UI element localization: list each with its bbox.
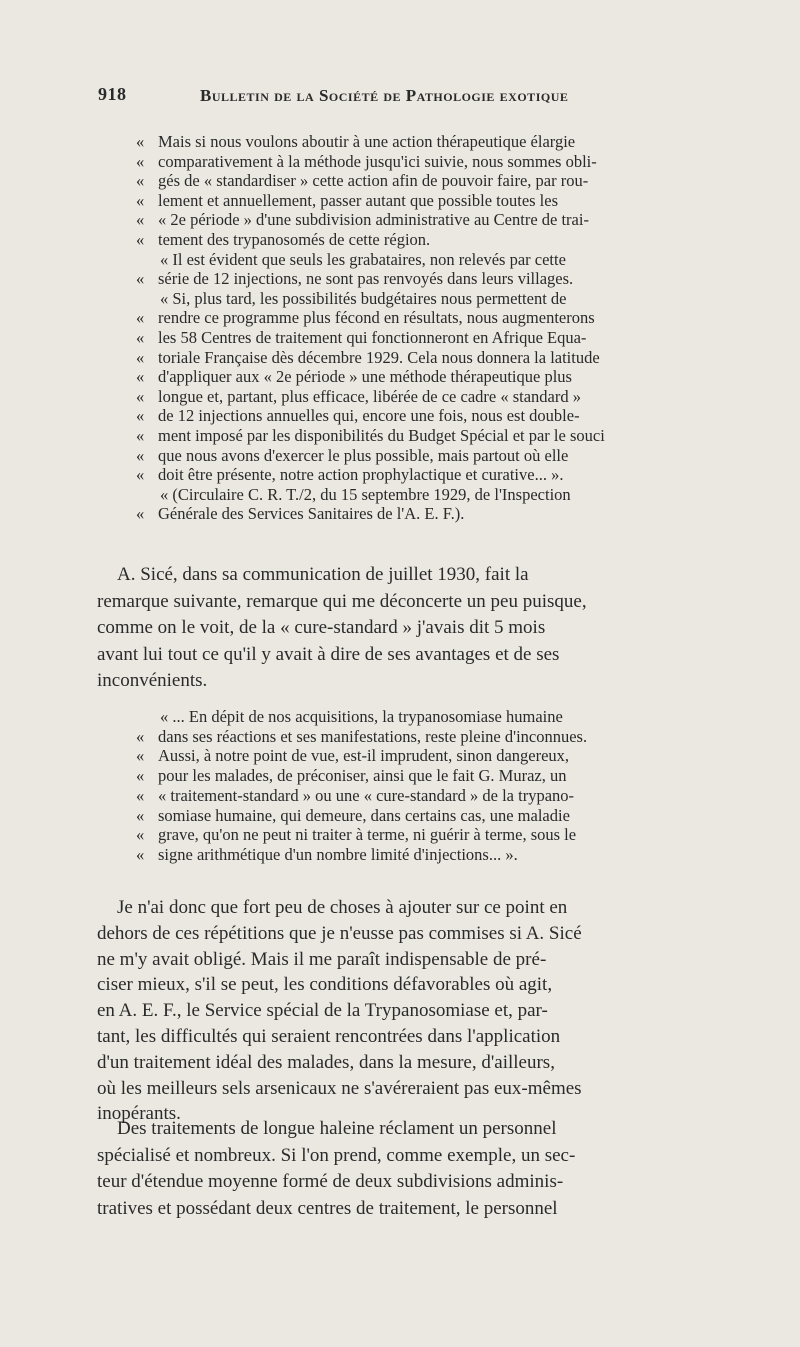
quote-line: somiase humaine, qui demeure, dans certains cas, une maladie bbox=[158, 805, 570, 825]
margin-guillemet: « bbox=[136, 844, 145, 864]
quote-line: que nous avons d'exercer le plus possible, mais partout où elle bbox=[158, 445, 569, 465]
margin-guillemet: « bbox=[136, 151, 145, 171]
margin-guillemet: « bbox=[136, 367, 145, 387]
quote-line: grave, qu'on ne peut ni traiter à terme, ni guérir à terme, sous le bbox=[158, 825, 577, 845]
quote-line: signe arithmétique d'un nombre limité d'injections... ». bbox=[158, 844, 518, 864]
text-line: d'un traitement idéal des malades, dans la mesure, d'ailleurs, bbox=[97, 1051, 555, 1073]
margin-guillemet: « bbox=[136, 445, 145, 465]
text-line: Je n'ai donc que fort peu de choses à ajouter sur ce point en bbox=[117, 897, 568, 918]
margin-guillemet: « bbox=[136, 726, 145, 746]
quote-line: « Si, plus tard, les possibilités budgétaires nous permettent de bbox=[160, 288, 567, 308]
quote-line: pour les malades, de préconiser, ainsi que le fait G. Muraz, un bbox=[158, 766, 567, 786]
margin-guillemet: « bbox=[136, 190, 145, 210]
text-line: tratives et possédant deux centres de traitement, le personnel bbox=[97, 1197, 558, 1219]
text-line: ciser mieux, s'il se peut, les conditions défavorables où agit, bbox=[97, 974, 553, 996]
margin-guillemet: « bbox=[136, 805, 145, 825]
text-line: avant lui tout ce qu'il y avait à dire de ses avantages et de ses bbox=[97, 643, 560, 665]
page-number: 918 bbox=[98, 84, 127, 104]
quote-line: toriale Française dès décembre 1929. Cela nous donnera la latitude bbox=[158, 347, 600, 367]
text-line: comme on le voit, de la « cure-standard » j'avais dit 5 mois bbox=[97, 617, 546, 638]
text-line: tant, les difficultés qui seraient rencontrées dans l'application bbox=[97, 1026, 561, 1047]
margin-guillemet: « bbox=[136, 269, 145, 289]
quote-line: Générale des Services Sanitaires de l'A. E. F.). bbox=[158, 504, 465, 524]
margin-guillemet: « bbox=[136, 171, 145, 191]
text-line: teur d'étendue moyenne formé de deux subdivisions adminis- bbox=[97, 1171, 564, 1192]
quote-line: lement et annuellement, passer autant que possible toutes les bbox=[158, 190, 559, 210]
text-line: ne m'y avait obligé. Mais il me paraît indispensable de pré- bbox=[97, 948, 547, 970]
text-line: dehors de ces répétitions que je n'eusse pas commises si A. Sicé bbox=[97, 922, 582, 944]
margin-guillemet: « bbox=[136, 328, 145, 347]
text-line: inconvénients. bbox=[97, 670, 208, 691]
margin-guillemet: « bbox=[136, 386, 145, 406]
margin-guillemet: « bbox=[136, 406, 145, 426]
text-line: spécialisé et nombreux. Si l'on prend, comme exemple, un sec- bbox=[97, 1144, 576, 1166]
quote-line: « Il est évident que seuls les grabataires, non relevés par cette bbox=[160, 249, 566, 269]
quote-line: gés de « standardiser » cette action afin de pouvoir faire, par rou- bbox=[158, 171, 589, 191]
margin-guillemet: « bbox=[136, 230, 145, 249]
quote-line: « traitement-standard » ou une « cure-standard » de la trypano- bbox=[158, 785, 575, 805]
page-header bbox=[98, 84, 738, 108]
margin-guillemet: « bbox=[136, 766, 145, 786]
running-title: Bulletin de la Société de Pathologie exotique bbox=[200, 86, 569, 105]
quote-line: comparativement à la méthode jusqu'ici suivie, nous sommes obli- bbox=[158, 151, 597, 171]
margin-guillemet: « bbox=[136, 426, 145, 445]
text-line: inopérants. bbox=[97, 1103, 181, 1125]
margin-guillemet: « bbox=[136, 785, 145, 805]
quote-line: doit être présente, notre action prophylactique et curative... ». bbox=[158, 465, 564, 485]
quote-line: « (Circulaire C. R. T./2, du 15 septembre 1929, de l'Inspection bbox=[160, 484, 571, 504]
quote-line: de 12 injections annuelles qui, encore une fois, nous est double- bbox=[158, 406, 580, 426]
quote-line: ment imposé par les disponibilités du Budget Spécial et par le souci bbox=[158, 426, 605, 445]
margin-guillemet: « bbox=[136, 308, 145, 328]
margin-guillemet: « bbox=[136, 504, 145, 524]
quote-line: Mais si nous voulons aboutir à une action thérapeutique élargie bbox=[158, 132, 576, 151]
quote-line: d'appliquer aux « 2e période » une méthode thérapeutique plus bbox=[158, 367, 572, 387]
quote-line: « ... En dépit de nos acquisitions, la trypanosomiase humaine bbox=[160, 707, 563, 726]
quote-line: longue et, partant, plus efficace, libérée de ce cadre « standard » bbox=[158, 386, 581, 406]
margin-guillemet: « bbox=[136, 132, 145, 151]
quote-line: « 2e période » d'une subdivision administrative au Centre de trai- bbox=[158, 210, 589, 230]
quote-line: dans ses réactions et ses manifestations, reste pleine d'inconnues. bbox=[158, 726, 588, 746]
text-line: A. Sicé, dans sa communication de juillet 1930, fait la bbox=[117, 564, 529, 585]
text-line: remarque suivante, remarque qui me déconcerte un peu puisque, bbox=[97, 590, 587, 612]
margin-guillemet: « bbox=[136, 210, 145, 230]
text-line: Des traitements de longue haleine réclament un personnel bbox=[117, 1118, 557, 1139]
quote-line: tement des trypanosomés de cette région. bbox=[158, 230, 431, 249]
quote-line: les 58 Centres de traitement qui fonctionneront en Afrique Equa- bbox=[158, 328, 587, 347]
margin-guillemet: « bbox=[136, 347, 145, 367]
quote-line: rendre ce programme plus fécond en résultats, nous augmenterons bbox=[158, 308, 595, 328]
text-line: où les meilleurs sels arsenicaux ne s'avéreraient pas eux-mêmes bbox=[97, 1077, 582, 1099]
quote-line: Aussi, à notre point de vue, est-il imprudent, sinon dangereux, bbox=[158, 746, 570, 766]
text-line: en A. E. F., le Service spécial de la Trypanosomiase et, par- bbox=[97, 1000, 548, 1022]
margin-guillemet: « bbox=[136, 825, 145, 845]
margin-guillemet: « bbox=[136, 746, 145, 766]
margin-guillemet: « bbox=[136, 465, 145, 485]
quote-line: série de 12 injections, ne sont pas renvoyés dans leurs villages. bbox=[158, 269, 574, 289]
